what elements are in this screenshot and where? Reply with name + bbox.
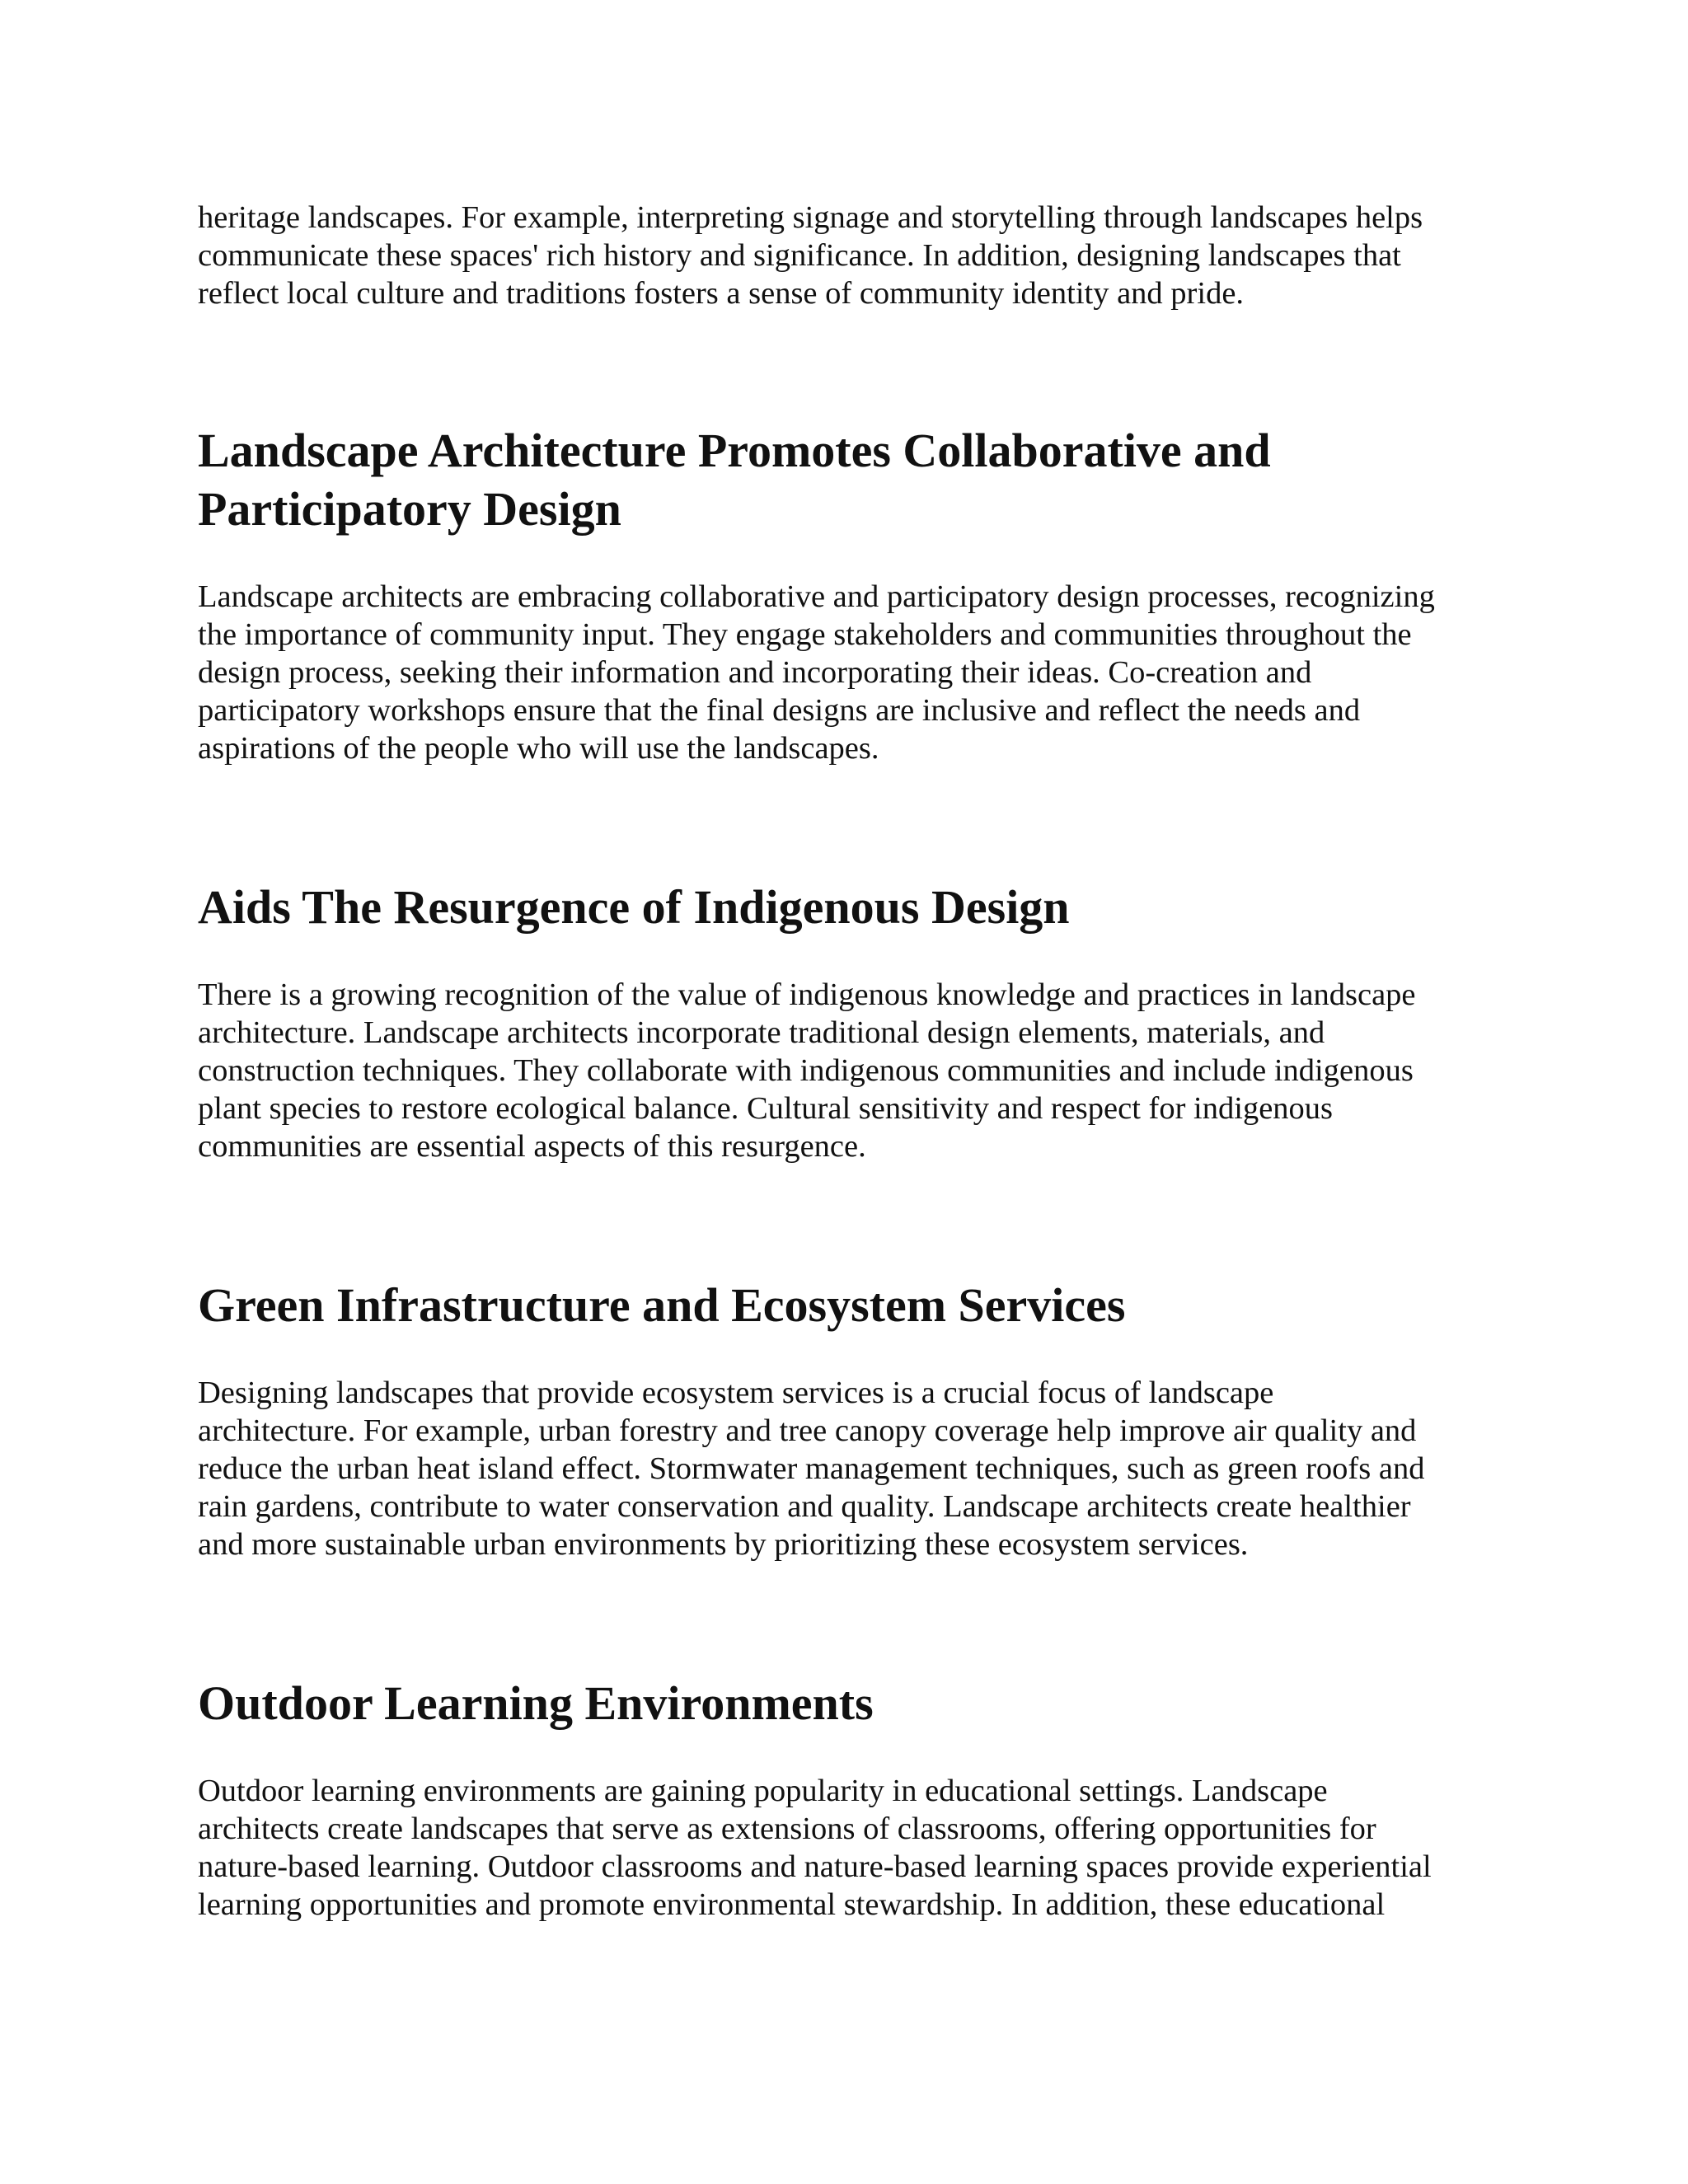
section-paragraph-collaborative-design: Landscape architects are embracing collaborative and participatory design processes, recognizing the importance of community input. They engage stakeholders and communities throughout the design process, seeking their information and incorporating their ideas. Co-creation and participatory workshops ensure that the final designs are inclusive and reflect the needs and aspirations of the people who will use the landscapes. [198,579,1435,766]
section-heading-collaborative-design: Landscape Architecture Promotes Collaborative and Participatory Design [198,424,1271,536]
section-heading-indigenous-design: Aids The Resurgence of Indigenous Design [198,880,1070,934]
section-heading-outdoor-learning: Outdoor Learning Environments [198,1676,874,1730]
section-heading-green-infrastructure: Green Infrastructure and Ecosystem Services [198,1278,1126,1332]
intro-paragraph: heritage landscapes. For example, interpreting signage and storytelling through landscapes helps communicate these spaces' rich history and significance. In addition, designing landscapes that reflect local culture and traditions fosters a sense of community identity and pride. [198,200,1423,311]
section-paragraph-indigenous-design: There is a growing recognition of the value of indigenous knowledge and practices in landscape architecture. Landscape architects incorporate traditional design elements, materials, and construction techniques. They collaborate with indigenous communities and include indigenous plant species to restore ecological balance. Cultural sensitivity and respect for indigenous communities are essential aspects of this resurgence. [198,977,1416,1164]
section-paragraph-green-infrastructure: Designing landscapes that provide ecosystem services is a crucial focus of landscape architecture. For example, urban forestry and tree canopy coverage help improve air quality and reduce the urban heat island effect. Stormwater management techniques, such as green roofs and rain gardens, contribute to water conservation and quality. Landscape architects create healthier and more sustainable urban environments by prioritizing these ecosystem services. [198,1376,1425,1562]
section-paragraph-outdoor-learning: Outdoor learning environments are gaining popularity in educational settings. Landscape architects create landscapes that serve as extensions of classrooms, offering opportunities for nature-based learning. Outdoor classrooms and nature-based learning spaces provide experiential learning opportunities and promote environmental stewardship. In addition, these educational [198,1774,1432,1922]
